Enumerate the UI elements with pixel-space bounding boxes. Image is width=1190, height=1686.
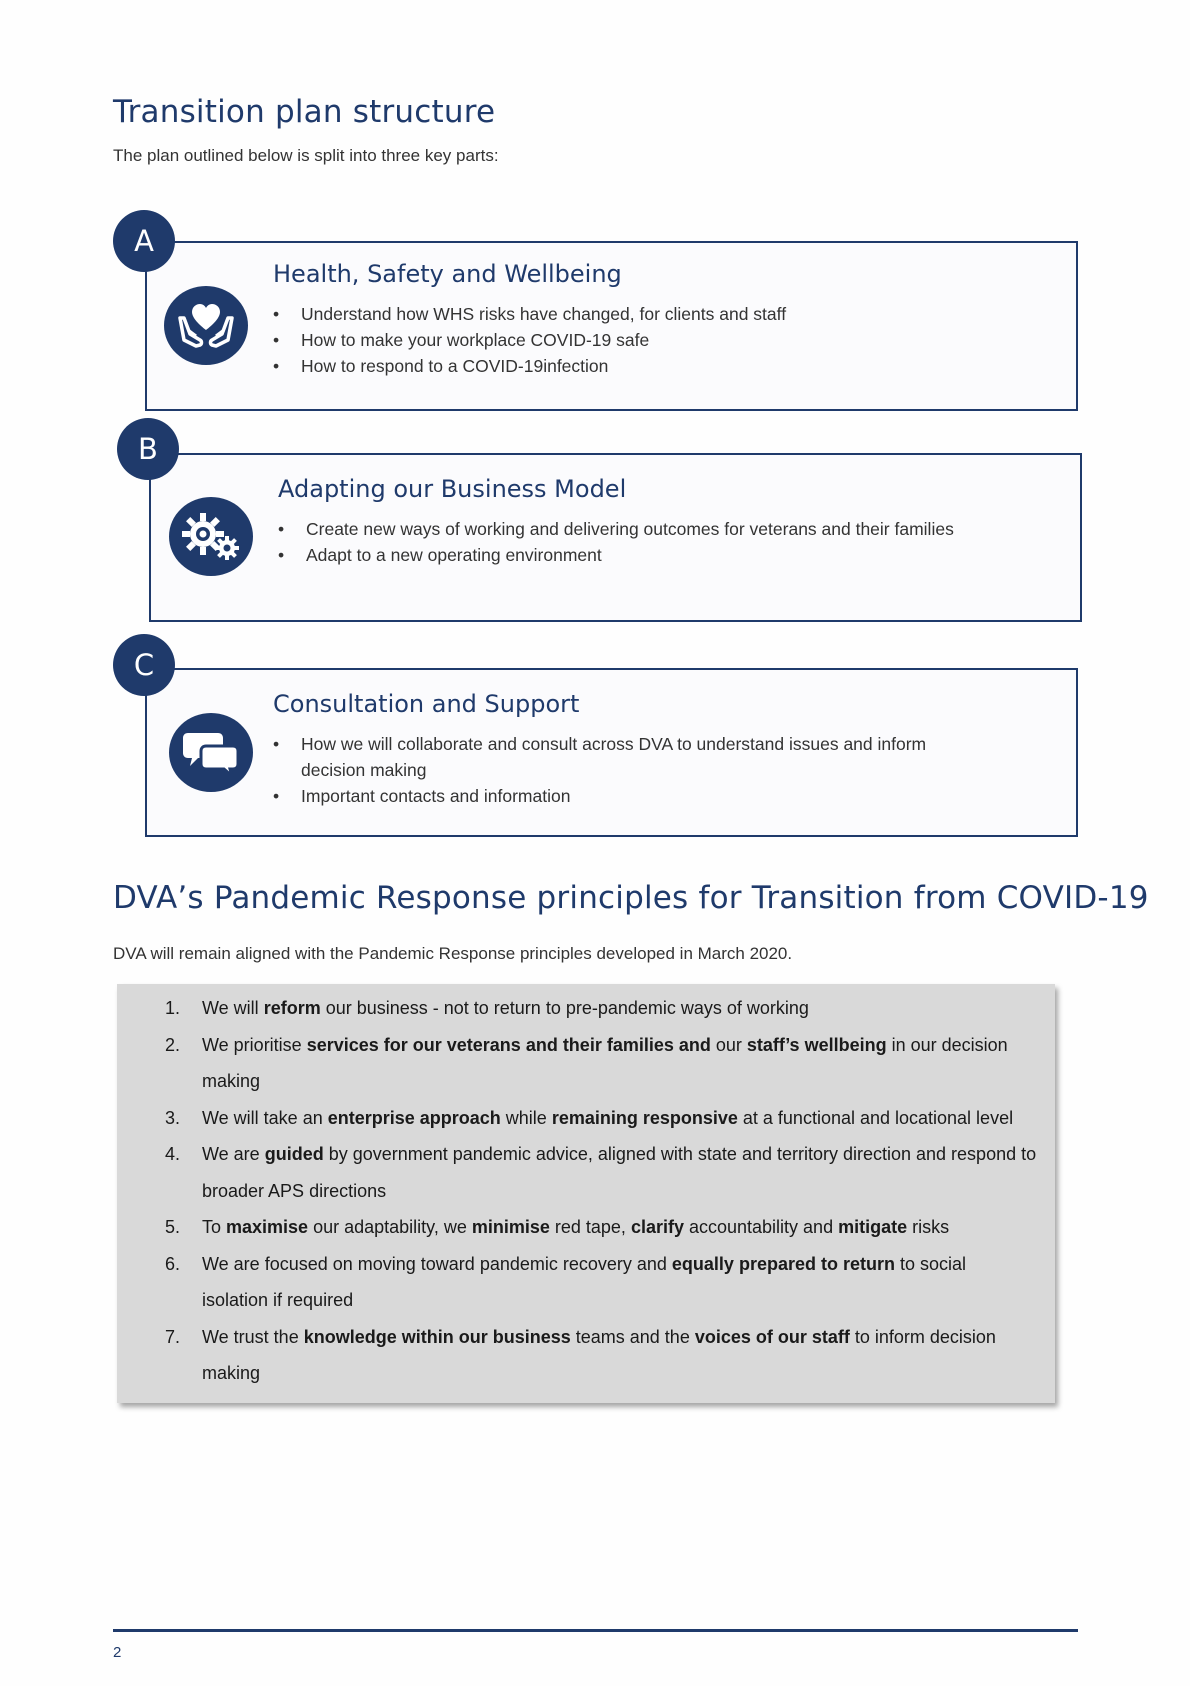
part-c-letter-badge: C [113,634,175,696]
principle-text: our adaptability, we [308,1217,472,1237]
principle-text: teams and the [570,1326,695,1347]
principle-number: 1. [165,998,181,1018]
principle-emphasis: reform [263,998,321,1018]
principle-text: We will take an [202,1107,328,1128]
heart-hands-icon [164,286,248,365]
principle-emphasis: maximise [226,1217,309,1237]
list-item: • Adapt to a new operating environment [278,542,1058,568]
principle-number: 6. [165,1253,181,1274]
principle-emphasis: guided [264,1144,324,1164]
principle-emphasis: staff’s wellbeing [746,1034,887,1055]
gears-icon [169,497,253,576]
principle-text: risks [907,1217,950,1237]
section-intro: The plan outlined below is split into three key parts: [113,146,499,165]
principle-item [117,1209,1037,1246]
part-b-letter-badge: B [117,418,179,480]
principle-number: 7. [165,1326,181,1347]
principle-text: accountability and [683,1217,839,1237]
principle-text: to social isolation if required [202,1253,967,1310]
principle-emphasis: equally prepared to return [671,1253,895,1274]
principle-text: We will [202,998,264,1018]
principle-number: 5. [165,1217,181,1237]
part-b-list [278,516,1058,568]
list-item: • Create new ways of working and delivering outcomes for veterans and their families [278,516,1058,542]
principle-text: our business - not to return to pre-pandemic ways of working [320,998,809,1018]
principle-item [117,1100,1037,1137]
list-item: • How we will collaborate and consult across DVA to understand issues and inform decision making [273,731,973,783]
principle-emphasis: clarify [630,1217,684,1237]
principle-number: 4. [165,1144,181,1164]
principle-emphasis: minimise [471,1217,550,1237]
principle-text: red tape, [549,1217,631,1237]
principle-text: We prioritise [202,1034,307,1055]
section-intro: DVA will remain aligned with the Pandemic Response principles developed in March 2020. [113,944,793,963]
principles-panel [117,984,1055,1403]
principle-text: in our decision making [202,1034,1008,1091]
principle-emphasis: remaining responsive [551,1107,738,1128]
section-title-pandemic-principles: DVA’s Pandemic Response principles for Transition from COVID-19 [113,880,1149,916]
footer-rule [113,1629,1078,1632]
part-a-letter-badge: A [113,210,175,272]
principle-item [117,990,1037,1027]
principle-item [117,1136,1037,1209]
page-number: 2 [113,1644,122,1661]
section-title-transition-plan: Transition plan structure [113,94,496,130]
principle-text: our [710,1034,747,1055]
part-c-title: Consultation and Support [273,690,580,718]
list-item: • Important contacts and information [273,783,973,809]
list-item: • Understand how WHS risks have changed, for clients and staff [273,301,1053,327]
principle-text: while [500,1107,552,1128]
principle-item [117,1027,1037,1100]
principle-text: at a functional and locational level [737,1107,1014,1128]
chat-bubbles-icon [169,713,253,792]
principle-text: To [202,1217,227,1237]
part-a-title: Health, Safety and Wellbeing [273,260,622,288]
list-item: • How to make your workplace COVID-19 safe [273,327,1053,353]
principle-text: by government pandemic advice, aligned with state and territory direction and respond to broader APS directions [202,1144,1037,1201]
principle-emphasis: mitigate [838,1217,908,1237]
principle-number: 2. [165,1034,181,1055]
principle-text: We are focused on moving toward pandemic recovery and [202,1253,672,1274]
list-item: • How to respond to a COVID-19infection [273,353,1053,379]
principle-item [117,1319,1037,1392]
principle-number: 3. [165,1107,181,1128]
part-b-title: Adapting our Business Model [278,475,627,503]
principle-item [117,1246,1037,1319]
principle-text: We are [202,1144,265,1164]
principle-emphasis: enterprise approach [327,1107,501,1128]
principle-text: We trust the [202,1326,304,1347]
principle-emphasis: voices of our staff [694,1326,850,1347]
principle-text: to inform decision making [202,1326,996,1383]
principle-emphasis: knowledge within our business [303,1326,571,1347]
part-a-list [273,301,1053,379]
part-c-list [273,731,973,809]
principle-emphasis: services for our veterans and their families and [306,1034,711,1055]
principles-list [117,990,1037,1392]
